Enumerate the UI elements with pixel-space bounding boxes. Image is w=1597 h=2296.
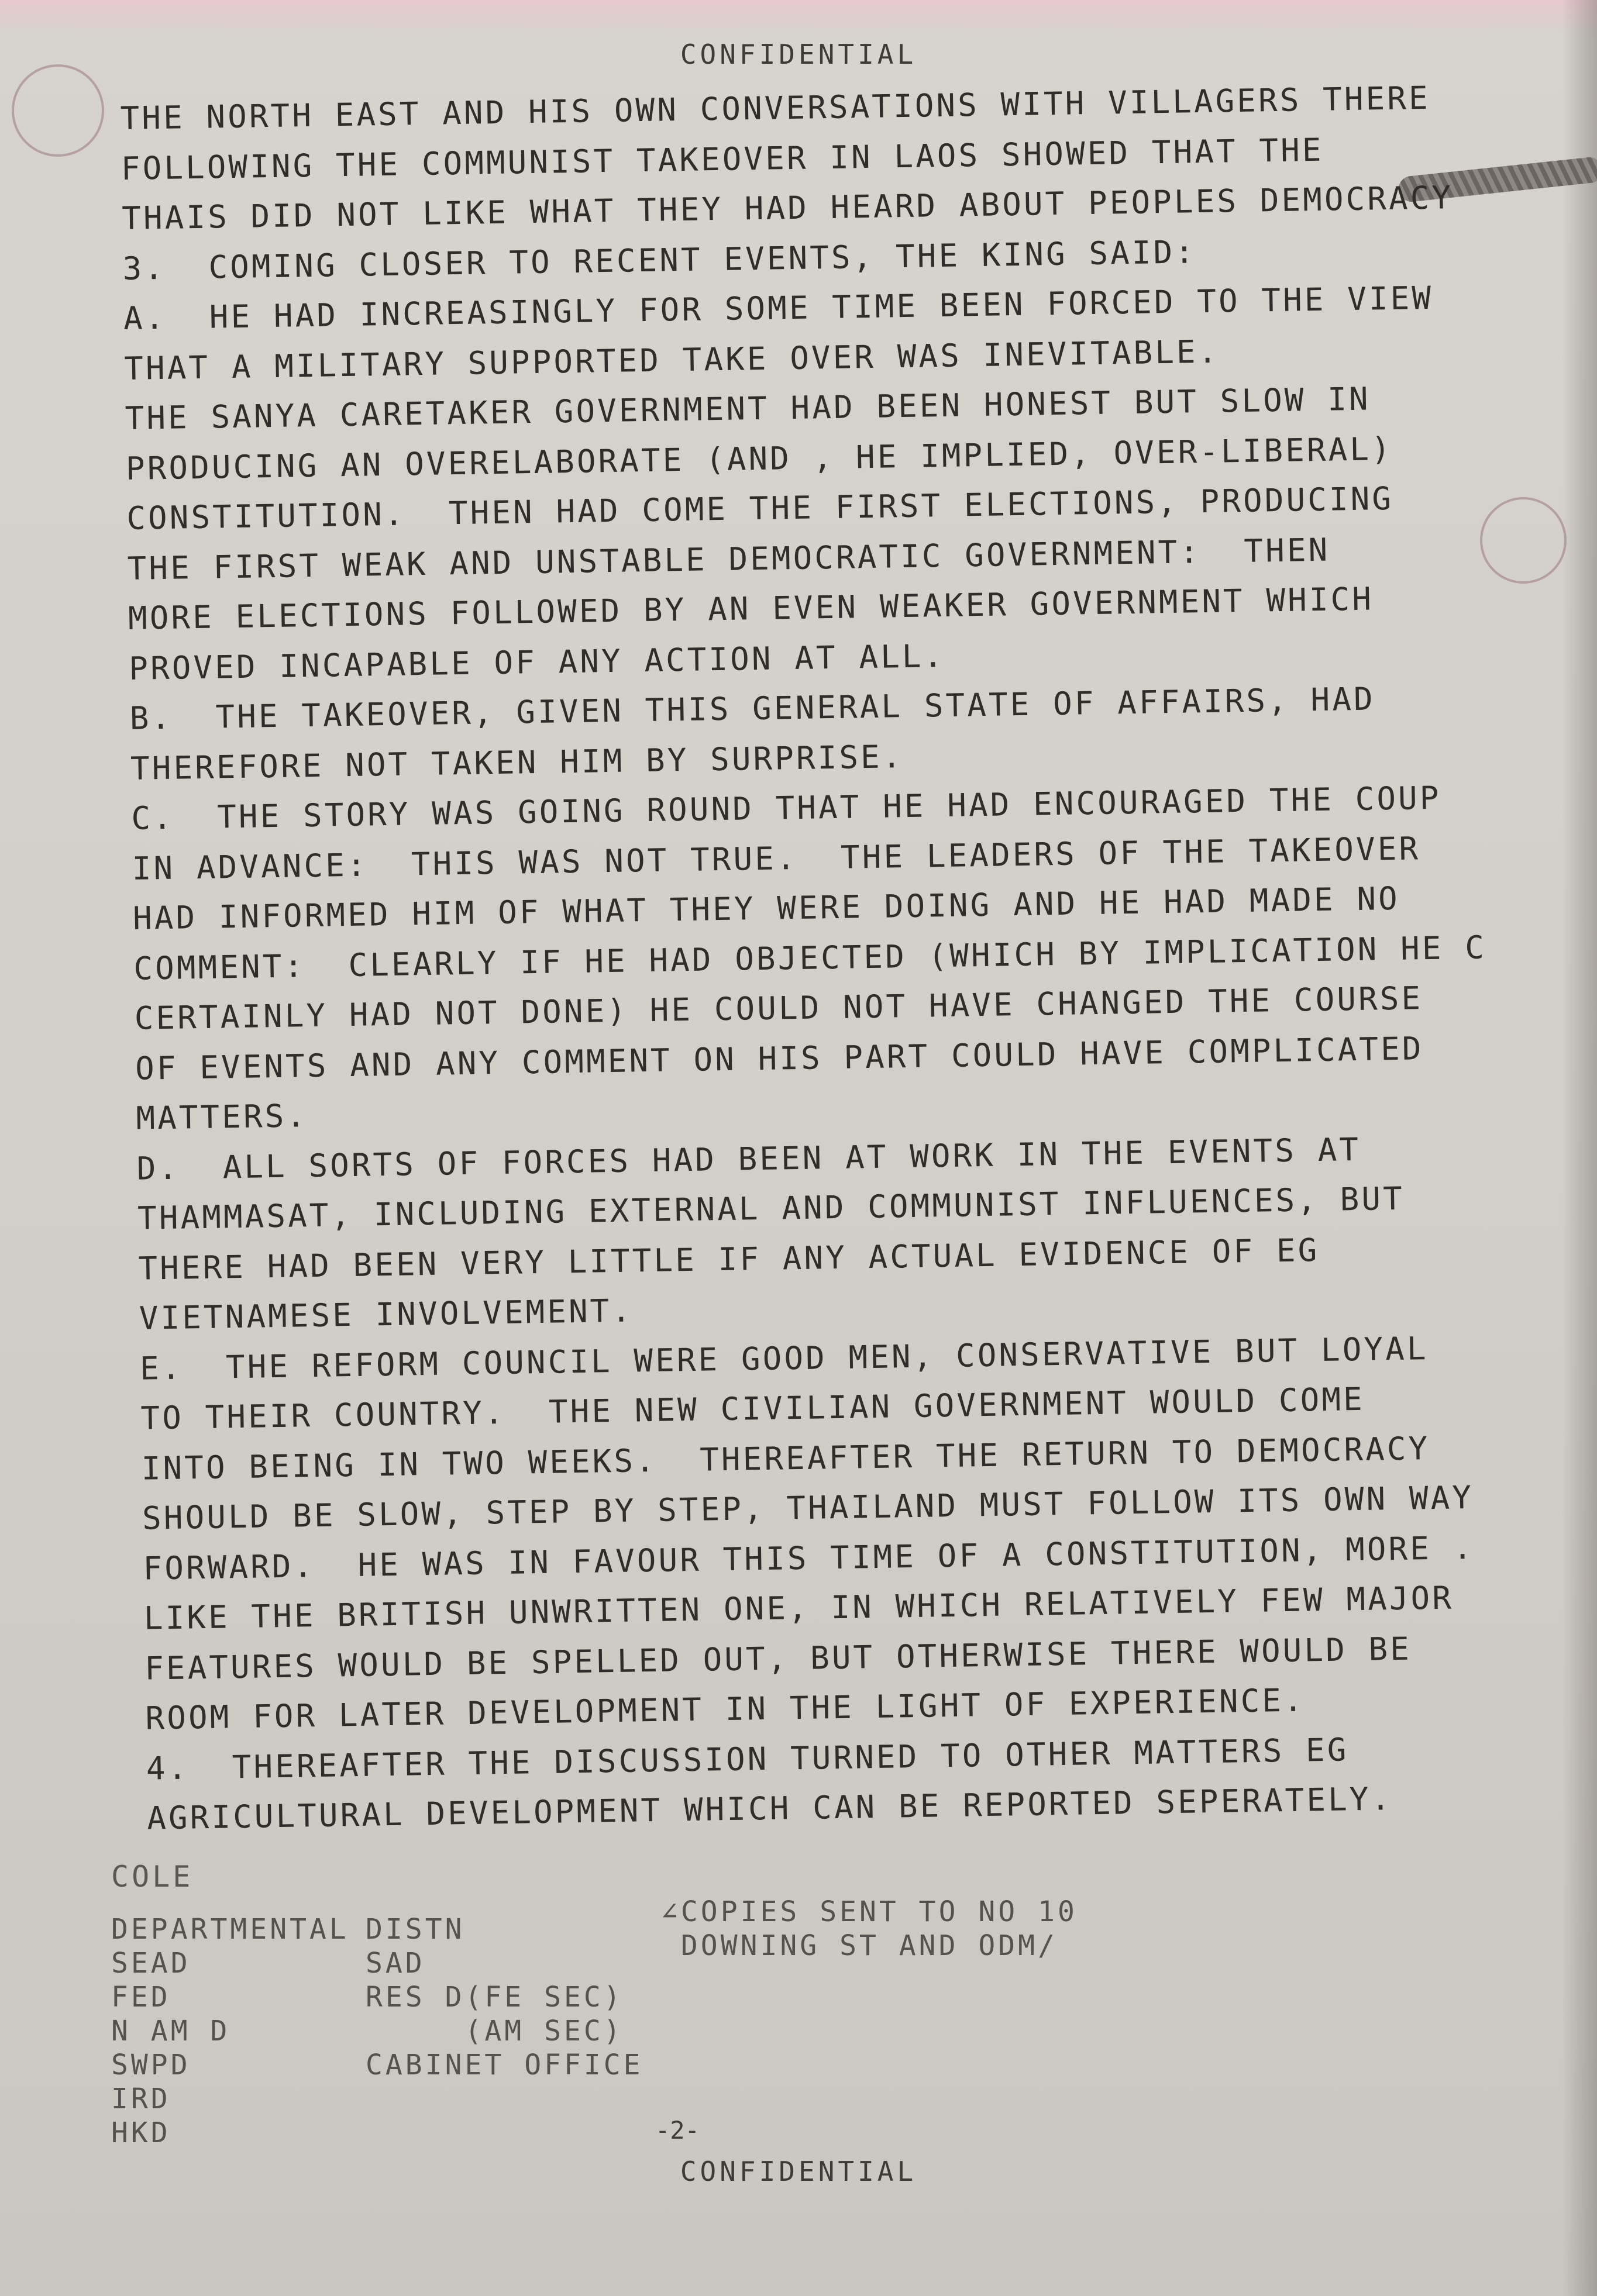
text-line: FOLLOWING THE COMMUNIST TAKEOVER IN LAOS SHOWED THAT THE [121, 131, 1324, 187]
text-line: THERE HAD BEEN VERY LITTLE IF ANY ACTUAL EVIDENCE OF EG [138, 1231, 1320, 1287]
pink-paper-edge [0, 0, 1597, 35]
footer-classification: CONFIDENTIAL [680, 2156, 917, 2187]
text-line: D. ALL SORTS OF FORCES HAD BEEN AT WORK IN THE EVENTS AT [136, 1130, 1361, 1187]
text-line: THAT A MILITARY SUPPORTED TAKE OVER WAS INEVITABLE. [123, 333, 1220, 387]
text-line: PROVED INCAPABLE OF ANY ACTION AT ALL. [128, 637, 945, 687]
text-line: COMMENT: CLEARLY IF HE HAD OBJECTED (WHICH BY IMPLICATION HE C [133, 928, 1487, 987]
text-line: 3. COMING CLOSER TO RECENT EVENTS, THE KING SAID: [122, 233, 1197, 287]
text-line: FORWARD. HE WAS IN FAVOUR THIS TIME OF A CONSTITUTION, MORE . [143, 1529, 1475, 1587]
text-line: PRODUCING AN OVERELABORATE (AND , HE IMPLIED, OVER-LIBERAL) [125, 430, 1393, 487]
text-line: DEPARTMENTAL [111, 1913, 349, 1946]
page-shadow [1562, 0, 1597, 2296]
text-line: 4. THEREAFTER THE DISCUSSION TURNED TO OTHER MATTERS EG [146, 1730, 1350, 1787]
text-line: E. THE REFORM COUNCIL WERE GOOD MEN, CONSERVATIVE BUT LOYAL [139, 1329, 1429, 1387]
punch-hole-mark [1480, 497, 1567, 584]
text-line: A. HE HAD INCREASINGLY FOR SOME TIME BEEN FORCED TO THE VIEW [123, 279, 1434, 337]
text-line: ROOM FOR LATER DEVELOPMENT IN THE LIGHT OF EXPERIENCE. [145, 1681, 1306, 1737]
text-line: MORE ELECTIONS FOLLOWED BY AN EVEN WEAKER GOVERNMENT WHICH [128, 580, 1374, 637]
text-line: ∠COPIES SENT TO NO 10 [661, 1895, 1078, 1928]
header-classification: CONFIDENTIAL [680, 39, 917, 70]
text-line: DISTN [366, 1913, 465, 1946]
text-line: FEATURES WOULD BE SPELLED OUT, BUT OTHERWISE THERE WOULD BE [144, 1630, 1412, 1687]
copies-note [661, 1895, 1078, 1963]
text-line: SEAD [111, 1947, 191, 1980]
text-line: VIETNAMESE INVOLVEMENT. [139, 1292, 634, 1337]
text-line: CONSTITUTION. THEN HAD COME THE FIRST ELECTIONS, PRODUCING [126, 480, 1394, 537]
text-line: IRD [111, 2083, 171, 2115]
distribution-mid [366, 1912, 643, 2082]
punch-hole-mark [12, 64, 104, 157]
text-line: SWPD [111, 2049, 191, 2081]
text-line: MATTERS. [136, 1097, 308, 1137]
text-line: IN ADVANCE: THIS WAS NOT TRUE. THE LEADERS OF THE TAKEOVER [132, 829, 1421, 887]
text-line: LIKE THE BRITISH UNWRITTEN ONE, IN WHICH RELATIVELY FEW MAJOR [143, 1579, 1454, 1637]
text-line: N AM D [111, 2015, 230, 2047]
text-line: CERTAINLY HAD NOT DONE) HE COULD NOT HAVE CHANGED THE COURSE [134, 980, 1423, 1037]
text-line: (AM SEC) [366, 2015, 624, 2047]
text-line: THE FIRST WEAK AND UNSTABLE DEMOCRATIC GOVERNMENT: THEN [127, 531, 1330, 587]
distribution-left [111, 1912, 349, 2150]
text-line: THAIS DID NOT LIKE WHAT THEY HAD HEARD ABOUT PEOPLES DEMOCRACY [121, 179, 1454, 237]
text-line: AGRICULTURAL DEVELOPMENT WHICH CAN BE REPORTED SEPERATELY. [146, 1780, 1393, 1837]
text-line: THAMMASAT, INCLUDING EXTERNAL AND COMMUNIST INFLUENCES, BUT [137, 1180, 1405, 1237]
text-line: SHOULD BE SLOW, STEP BY STEP, THAILAND MUST FOLLOW ITS OWN WAY [142, 1478, 1474, 1537]
text-line: DOWNING ST AND ODM/ [661, 1929, 1058, 1962]
text-line: THE SANYA CARETAKER GOVERNMENT HAD BEEN HONEST BUT SLOW IN [125, 380, 1371, 437]
text-line: RES D(FE SEC) [366, 1981, 624, 2014]
text-line: CABINET OFFICE [366, 2049, 643, 2081]
text-line: FED [111, 1981, 171, 2014]
text-line: OF EVENTS AND ANY COMMENT ON HIS PART COULD HAVE COMPLICATED [135, 1029, 1424, 1087]
text-line: TO THEIR COUNTRY. THE NEW CIVILIAN GOVERNMENT WOULD COME [140, 1380, 1365, 1437]
text-line: THE NORTH EAST AND HIS OWN CONVERSATIONS WITH VILLAGERS THERE [120, 79, 1431, 137]
signature: COLE [111, 1860, 194, 1894]
text-line: SAD [366, 1947, 425, 1980]
text-line: HKD [111, 2116, 171, 2149]
page-number: -2- [655, 2116, 700, 2145]
body-text [120, 73, 1487, 1843]
text-line: HAD INFORMED HIM OF WHAT THEY WERE DOING AND HE HAD MADE NO [132, 880, 1400, 937]
text-line: INTO BEING IN TWO WEEKS. THEREAFTER THE RETURN TO DEMOCRACY [141, 1429, 1430, 1487]
text-line: THEREFORE NOT TAKEN HIM BY SURPRISE. [130, 737, 904, 787]
text-line: C. THE STORY WAS GOING ROUND THAT HE HAD ENCOURAGED THE COUP [130, 779, 1442, 837]
text-line: B. THE TAKEOVER, GIVEN THIS GENERAL STATE OF AFFAIRS, HAD [129, 680, 1376, 737]
